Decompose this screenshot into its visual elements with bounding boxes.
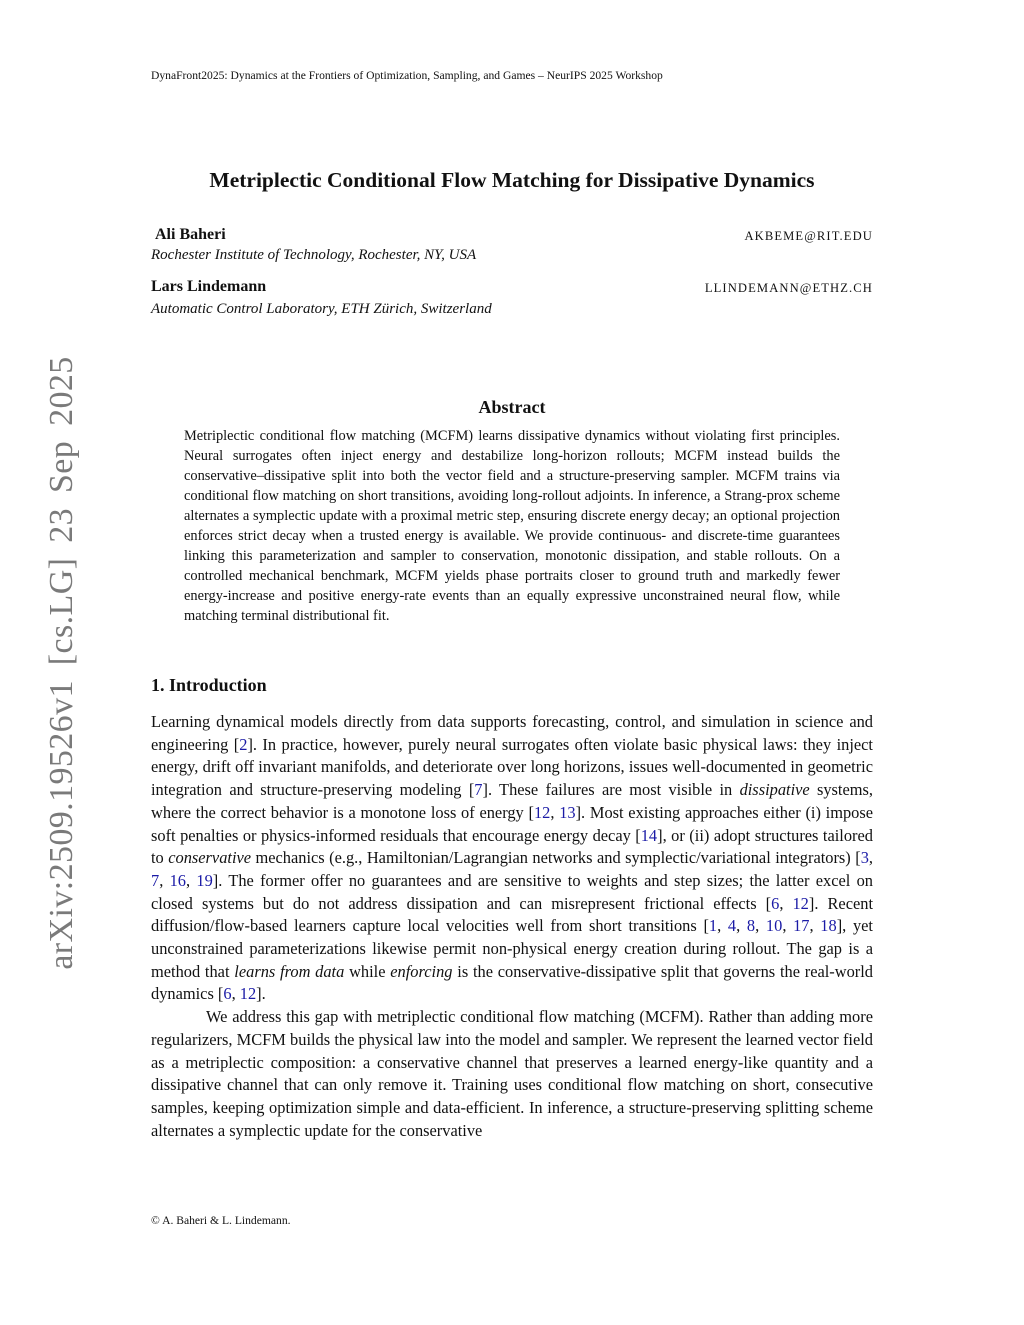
text-run: ]. In practice, however, purely neural surrogates often violate basic physical laws: they inject energy, drift off invariant manifolds, and deteriorate over long horizons, issues well-documented in geometric integration and structure-preserving modeling [ (151, 734, 873, 800)
introduction-body (151, 711, 873, 1142)
citation-link[interactable]: 12 (533, 802, 551, 822)
text-run: is the conservative-dissipative split that governs the real-world dynamics [ (151, 961, 874, 1004)
text-run: ]. Most existing approaches either (i) impose soft penalties or physics-informed residuals that encourage energy decay [ (151, 802, 874, 845)
author-name-1: Ali Baheri (155, 226, 226, 243)
separator: , (809, 916, 821, 936)
text-run: ]. These failures are most visible in (482, 780, 740, 800)
intro-paragraph-2: We address this gap with metriplectic conditional flow matching (MCFM). Rather than adding more regularizers, MCFM builds the physical law into the model and sampler. We represent the learned vector field as a metriplectic composition: a conservative channel that preserves a learned energy-like quantity and a dissipative channel that can only remove it. Training uses conditional flow matching on short, consecutive samples, keeping optimization simple and data-efficient. In inference, a structure-preserving splitting scheme alternates a symplectic update for the conservative (151, 1007, 873, 1140)
running-header: DynaFront2025: Dynamics at the Frontiers of Optimization, Sampling, and Games – NeurIPS 2025 Workshop (151, 69, 663, 82)
citation-link[interactable]: 6 (223, 984, 232, 1004)
citation-link[interactable]: 16 (169, 870, 186, 890)
text-run: ]. Recent diffusion/flow-based learners capture local velocities well from short transitions [ (151, 893, 874, 936)
arxiv-stamp-text: arXiv:2509.19526v1 [cs.LG] 23 Sep 2025 (43, 356, 80, 970)
citation-link[interactable]: 10 (765, 916, 783, 936)
separator: , (159, 870, 170, 890)
citation-link[interactable]: 6 (771, 893, 780, 913)
citation-link[interactable]: 3 (860, 848, 869, 868)
separator: , (868, 848, 873, 868)
emphasis-text: enforcing (390, 961, 453, 981)
separator: , (755, 916, 766, 936)
separator: , (736, 916, 747, 936)
text-run: mechanics (e.g., Hamiltonian/Lagrangian networks and symplectic/variational integrators) [ (251, 848, 861, 868)
intro-paragraph-1 (151, 711, 873, 1006)
text-run: ], or (ii) adopt structures tailored to (151, 825, 873, 868)
citation-link[interactable]: 14 (640, 825, 658, 845)
author-email-2: LLINDEMANN@ETHZ.CH (704, 281, 873, 295)
author-email-1: AKBEME@RIT.EDU (744, 229, 873, 243)
citation-link[interactable]: 7 (474, 780, 483, 800)
separator: , (231, 984, 240, 1004)
citation-link[interactable]: 7 (151, 870, 160, 890)
author-affiliation-2: Automatic Control Laboratory, ETH Zürich, Switzerland (151, 301, 492, 317)
section-heading-introduction: 1. Introduction (151, 675, 267, 695)
citation-link[interactable]: 18 (820, 916, 837, 936)
text-run: ], yet unconstrained parameterizations likewise permit non-physical energy creation during rollout. The gap is a method that (151, 916, 873, 981)
citation-link[interactable]: 12 (239, 984, 257, 1004)
citation-link[interactable]: 12 (792, 893, 809, 913)
abstract-heading: Abstract (478, 397, 546, 417)
author-affiliation-1: Rochester Institute of Technology, Rochester, NY, USA (151, 247, 477, 263)
text-run: ]. (256, 984, 266, 1004)
separator: , (550, 802, 560, 822)
citation-link[interactable]: 2 (239, 734, 248, 754)
emphasis-text: conservative (168, 848, 252, 868)
citation-link[interactable]: 17 (793, 916, 810, 936)
text-run: ]. The former offer no guarantees and are sensitive to weights and step sizes; the latter excel on closed systems but do not address dissipation and can misrepresent frictional effects [ (151, 870, 873, 913)
text-run: while (344, 961, 391, 981)
separator: , (779, 893, 793, 913)
copyright-footnote: © A. Baheri & L. Lindemann. (151, 1214, 291, 1227)
paper-title: Metriplectic Conditional Flow Matching for Dissipative Dynamics (209, 168, 815, 192)
citation-link[interactable]: 4 (727, 916, 737, 936)
author-name-2: Lars Lindemann (151, 278, 267, 295)
text-run: Learning dynamical models directly from data supports forecasting, control, and simulation in science and engineering [ (151, 712, 873, 754)
citation-link[interactable]: 19 (196, 870, 213, 890)
emphasis-text: dissipative (739, 780, 810, 800)
citation-link[interactable]: 13 (559, 802, 576, 822)
text-run: systems, where the correct behavior is a monotone loss of energy [ (151, 780, 873, 822)
citation-link[interactable]: 1 (708, 916, 718, 936)
abstract-text: Metriplectic conditional flow matching (MCFM) learns dissipative dynamics without violating first principles. Neural surrogates often inject energy and destabilize long-horizon rollouts; MCFM instead builds the conservative–dissipative split into both the vector field and a structure-preserving sampler. MCFM trains via conditional flow matching on short transitions, avoiding long-rollout adjoints. In inference, a Strang-prox scheme alternates a symplectic update with a proximal metric step, ensuring discrete energy decay; an optional projection enforces strict decay when a trusted energy is available. We provide continuous- and discrete-time guarantees linking this parameterization and sampler to conservation, monotonic dissipation, and stable rollouts. On a controlled mechanical benchmark, MCFM yields phase portraits closer to ground truth and markedly fewer energy-increase and positive energy-rate events than an equally expressive unconstrained neural flow, while matching terminal distributional fit. (184, 428, 840, 624)
emphasis-text: learns from data (234, 961, 345, 981)
separator: , (717, 916, 728, 936)
separator: , (782, 916, 794, 936)
separator: , (185, 870, 197, 890)
citation-link[interactable]: 8 (746, 916, 756, 936)
